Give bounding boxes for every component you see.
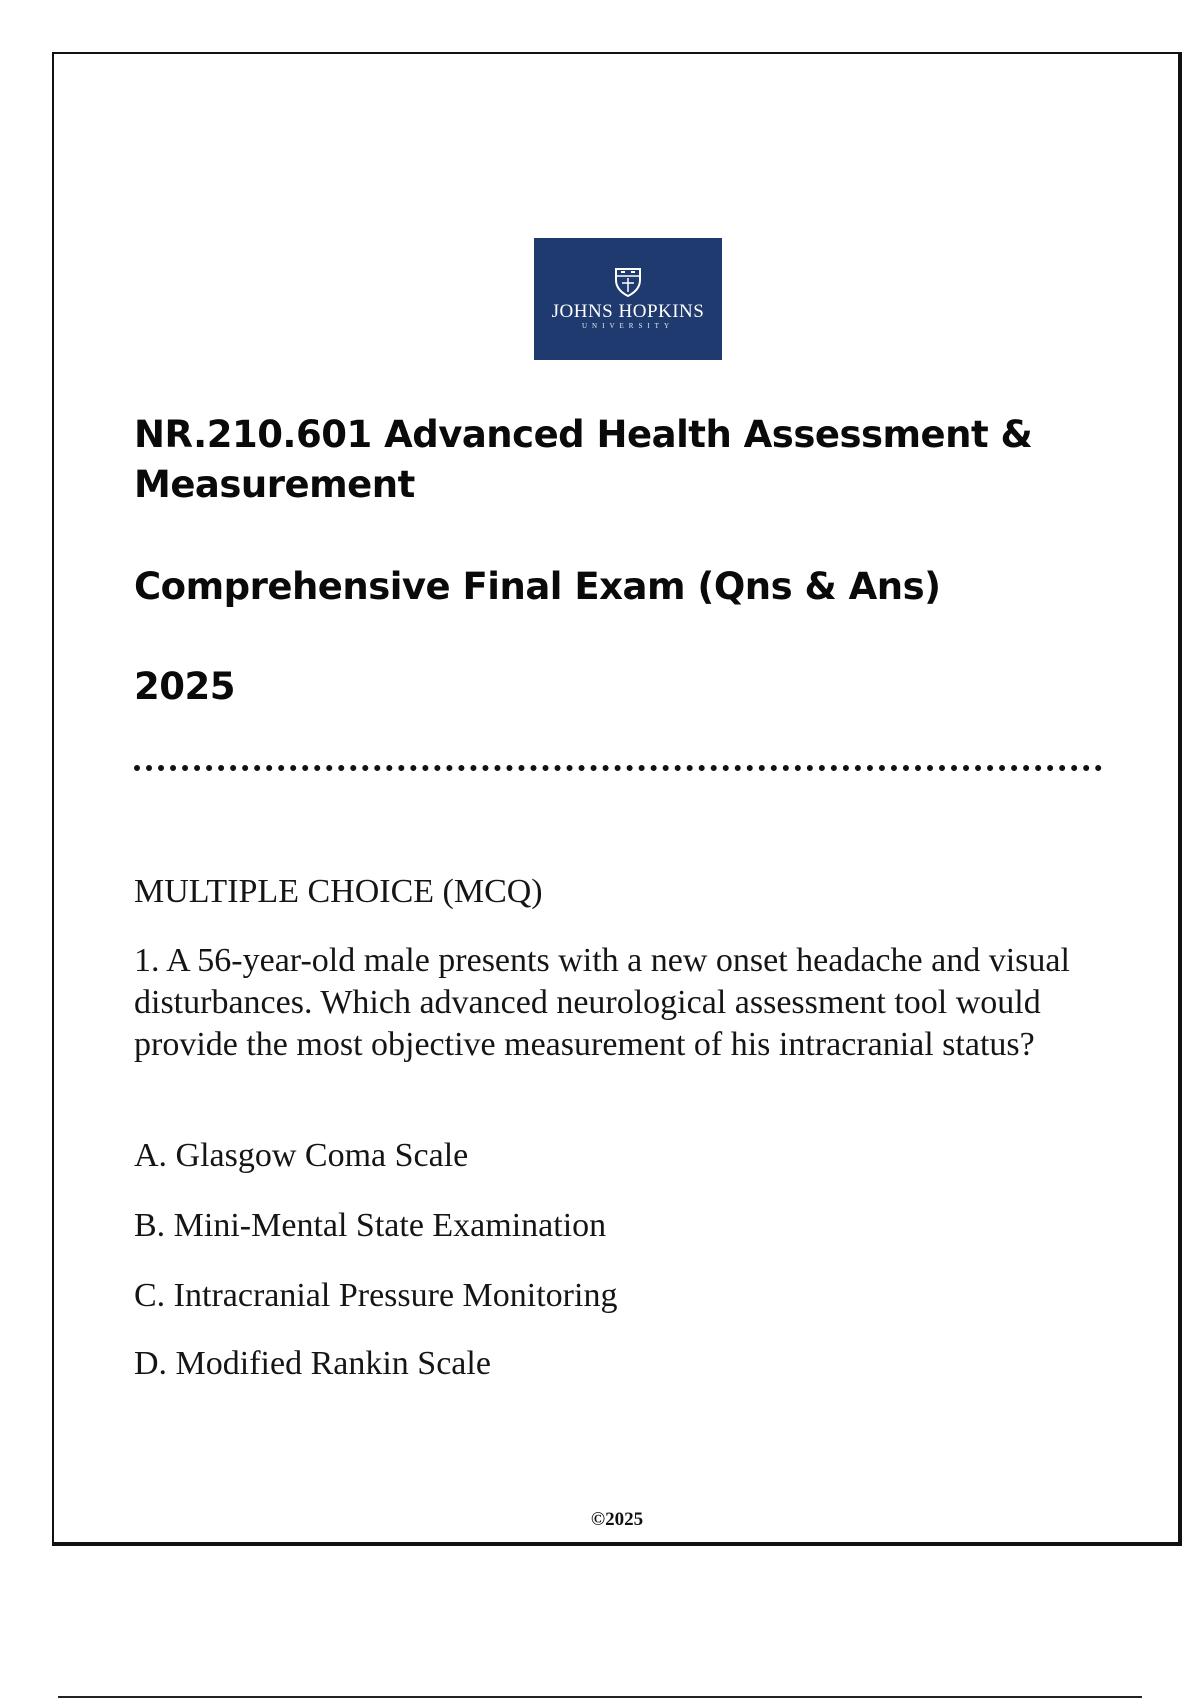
university-logo [534, 238, 722, 360]
logo-wordmark: JOHNS HOPKINS [551, 301, 705, 322]
shield-crest-icon [613, 266, 643, 298]
page-bottom-rule [58, 1696, 1142, 1698]
answer-option-a: A. Glasgow Coma Scale [134, 1137, 469, 1174]
course-title: NR.210.601 Advanced Health Assessment & Measurement [134, 413, 1033, 506]
dotted-divider [134, 765, 1102, 771]
exam-title: Comprehensive Final Exam (Qns & Ans) [134, 565, 941, 608]
copyright-footer: ©2025 [590, 1509, 644, 1530]
answer-option-b: B. Mini-Mental State Examination [134, 1207, 607, 1244]
answer-option-c: C. Intracranial Pressure Monitoring [134, 1277, 618, 1314]
answer-option-d: D. Modified Rankin Scale [134, 1345, 491, 1382]
section-label: MULTIPLE CHOICE (MCQ) [134, 873, 543, 910]
logo-subword: UNIVERSITY [582, 322, 674, 330]
exam-year: 2025 [134, 665, 235, 708]
question-text: 1. A 56-year-old male presents with a new onset headache and visual disturbances. Which advanced neurological assessment tool would provide the most objective measurement of his intracranial status? [134, 942, 1070, 1063]
